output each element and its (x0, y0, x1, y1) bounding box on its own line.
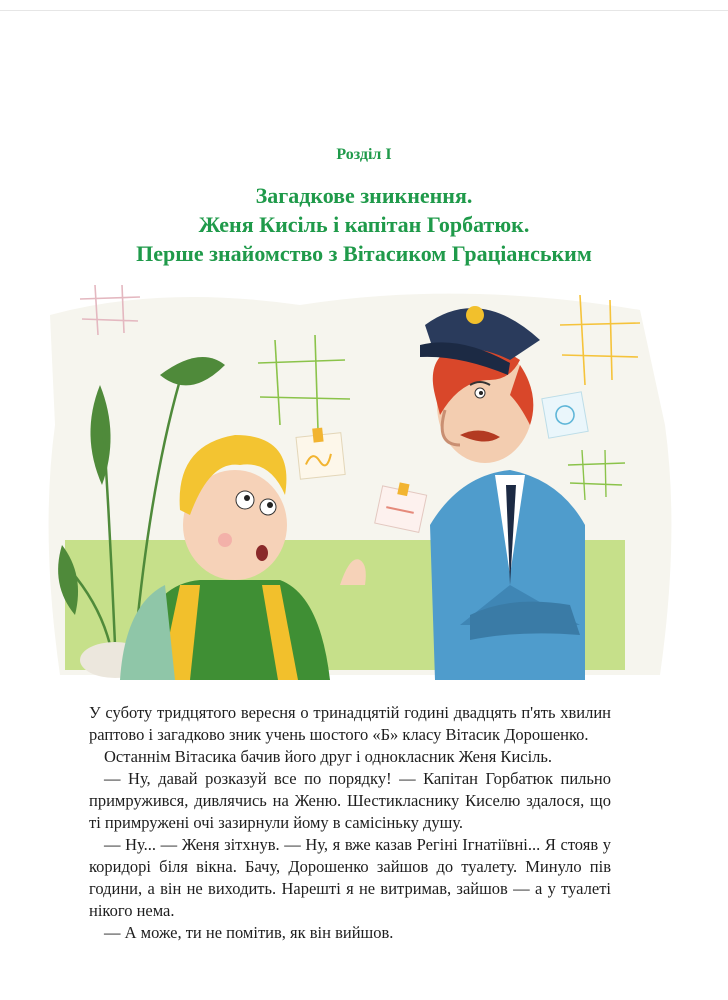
chapter-title (0, 181, 728, 268)
boy-and-police-captain-illustration (40, 285, 690, 680)
paragraph-3: — Ну, давай розказуй все по порядку! — Капітан Горбатюк пильно примружився, дивлячись на Женю. Шестикласнику Киселю здалося, що ті примружені очі зазирнули йому в самісіньку душу. (89, 769, 611, 832)
paragraph-5: — А може, ти не помітив, як він вийшов. (104, 923, 394, 942)
page-top-rule (0, 10, 728, 11)
paragraph-2: Останнім Вітасика бачив його друг і однокласник Женя Кисіль. (104, 747, 553, 766)
chapter-label: Розділ І (336, 146, 392, 163)
paragraph-4: — Ну... — Женя зітхнув. — Ну, я вже казав Регіні Ігнатіївні... Я стояв у коридорі біля вікна. Бачу, Дорошенко зайшов до туалету. Минуло пів години, а він не виходить. Нарешті я не витримав, зайшов — а у туалеті нікого нема. (89, 835, 611, 920)
chapter-title-line-2: Женя Кисіль і капітан Горбатюк. (198, 212, 530, 237)
chapter-title-line-1: Загадкове зникнення. (255, 183, 473, 208)
paragraph-1: У суботу тридцятого вересня о тринадцятій годині двадцять п'ять хвилин раптово і загадково зник учень шостого «Б» класу Вітасик Дорошенко. (89, 703, 611, 744)
chapter-title-line-3: Перше знайомство з Вітасиком Граціанським (136, 241, 592, 266)
body-text (89, 702, 611, 944)
